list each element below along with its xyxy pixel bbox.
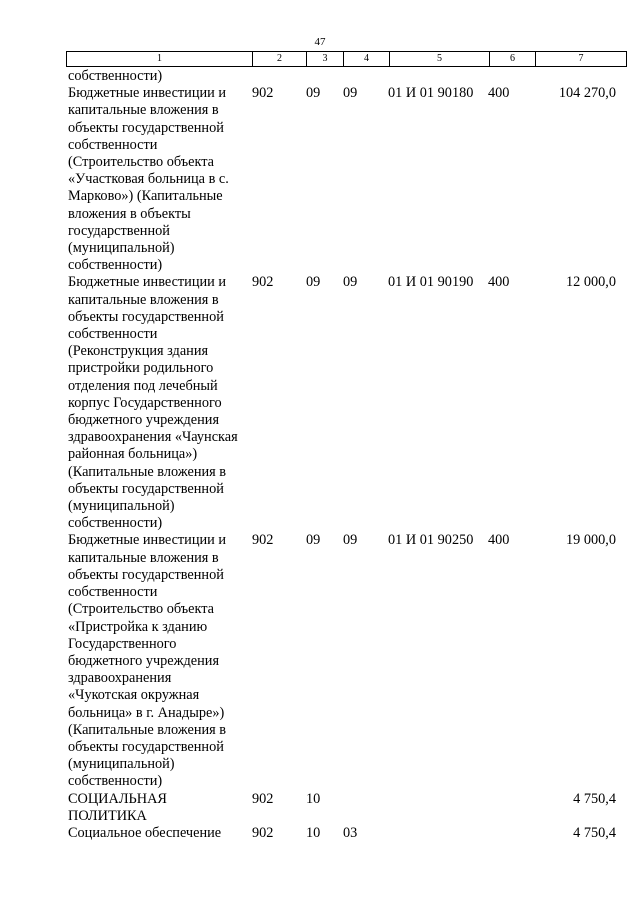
- column-header-6: 6: [490, 52, 536, 67]
- description-line: корпус Государственного: [68, 394, 222, 411]
- description-line: капитальные вложения в: [68, 291, 219, 308]
- description-line: больница» в г. Анадыре»): [68, 704, 225, 721]
- description-line: объекты государственной: [68, 480, 224, 497]
- description-line: Марково») (Капитальные: [68, 188, 223, 205]
- description-line: Бюджетные инвестиции и: [68, 532, 226, 549]
- description-line: бюджетного учреждения: [68, 652, 220, 669]
- description-line: бюджетного учреждения: [68, 412, 220, 429]
- subsection-code: 03: [343, 824, 358, 841]
- description-line: объекты государственной: [68, 308, 224, 325]
- expense-type-code: 400: [488, 532, 510, 549]
- department-code: 902: [252, 824, 274, 841]
- table-row: [66, 68, 626, 85]
- subsection-code: 09: [343, 85, 358, 102]
- description-line: объекты государственной: [68, 738, 224, 755]
- column-header-table: [66, 51, 627, 67]
- amount: 19 000,0: [565, 532, 616, 549]
- description-line: государственной: [68, 222, 170, 239]
- section-code: 10: [306, 790, 321, 807]
- description-line: (муниципальной): [68, 240, 175, 257]
- department-code: 902: [252, 85, 274, 102]
- subsection-code: 09: [343, 274, 358, 291]
- column-header-7: 7: [536, 52, 627, 67]
- description-line: (Строительство объекта: [68, 154, 215, 171]
- description-line: собственности): [68, 773, 163, 790]
- description-line: вложения в объекты: [68, 205, 191, 222]
- description-line: (муниципальной): [68, 498, 175, 515]
- section-code: 09: [306, 274, 321, 291]
- page-number: 47: [314, 36, 326, 48]
- column-header-4: 4: [344, 52, 390, 67]
- amount: 12 000,0: [565, 274, 616, 291]
- amount: 4 750,4: [573, 824, 616, 841]
- description-line: (Реконструкция здания: [68, 343, 209, 360]
- description-line: собственности: [68, 136, 158, 153]
- department-code: 902: [252, 532, 274, 549]
- target-article-code: 01 И 01 90190: [388, 274, 474, 291]
- description-line: капитальные вложения в: [68, 102, 219, 119]
- description-line: Бюджетные инвестиции и: [68, 85, 226, 102]
- expense-type-code: 400: [488, 85, 510, 102]
- description-line: «Чукотская окружная: [68, 687, 200, 704]
- target-article-code: 01 И 01 90180: [388, 85, 474, 102]
- table-row: [66, 532, 626, 790]
- section-code: 09: [306, 532, 321, 549]
- description-line: (Капитальные вложения в: [68, 721, 227, 738]
- description-line: «Участковая больница в с.: [68, 171, 229, 188]
- row-description: [68, 85, 250, 274]
- description-line: «Пристройка к зданию: [68, 618, 208, 635]
- column-header-3: 3: [307, 52, 344, 67]
- description-line: (Капитальные вложения в: [68, 463, 227, 480]
- description-line: районная больница»): [68, 446, 198, 463]
- description-line: (Строительство объекта: [68, 601, 215, 618]
- table-row: [66, 85, 626, 274]
- description-line: капитальные вложения в: [68, 549, 219, 566]
- subsection-code: 09: [343, 532, 358, 549]
- description-line: объекты государственной: [68, 119, 224, 136]
- column-header-5: 5: [390, 52, 490, 67]
- table-row: [66, 825, 626, 842]
- description-line: отделения под лечебный: [68, 377, 218, 394]
- description-line: ПОЛИТИКА: [68, 807, 147, 824]
- amount: 104 270,0: [558, 85, 616, 102]
- row-description: [68, 532, 250, 790]
- column-header-row: [67, 52, 627, 67]
- target-article-code: 01 И 01 90250: [388, 532, 474, 549]
- description-line: Социальное обеспечение: [68, 824, 222, 841]
- description-line: пристройки родильного: [68, 360, 214, 377]
- row-description: [68, 68, 250, 85]
- description-line: здравоохранения: [68, 670, 172, 687]
- description-line: собственности): [68, 257, 163, 274]
- description-line: Государственного: [68, 635, 177, 652]
- description-line: объекты государственной: [68, 566, 224, 583]
- department-code: 902: [252, 274, 274, 291]
- description-line: СОЦИАЛЬНАЯ: [68, 790, 167, 807]
- description-line: (муниципальной): [68, 756, 175, 773]
- row-description: [68, 791, 250, 825]
- row-description: [68, 274, 250, 532]
- section-code: 09: [306, 85, 321, 102]
- department-code: 902: [252, 790, 274, 807]
- budget-table-body: [66, 68, 626, 842]
- column-header-1: 1: [67, 52, 253, 67]
- row-description: [68, 825, 250, 842]
- table-row: [66, 274, 626, 532]
- description-line: Бюджетные инвестиции и: [68, 274, 226, 291]
- description-line: собственности): [68, 68, 163, 84]
- column-header-2: 2: [253, 52, 307, 67]
- description-line: собственности: [68, 584, 158, 601]
- description-line: собственности): [68, 515, 163, 532]
- description-line: здравоохранения «Чаунская: [68, 429, 238, 446]
- description-line: собственности: [68, 326, 158, 343]
- amount: 4 750,4: [573, 790, 616, 807]
- table-row: [66, 791, 626, 825]
- section-code: 10: [306, 824, 321, 841]
- expense-type-code: 400: [488, 274, 510, 291]
